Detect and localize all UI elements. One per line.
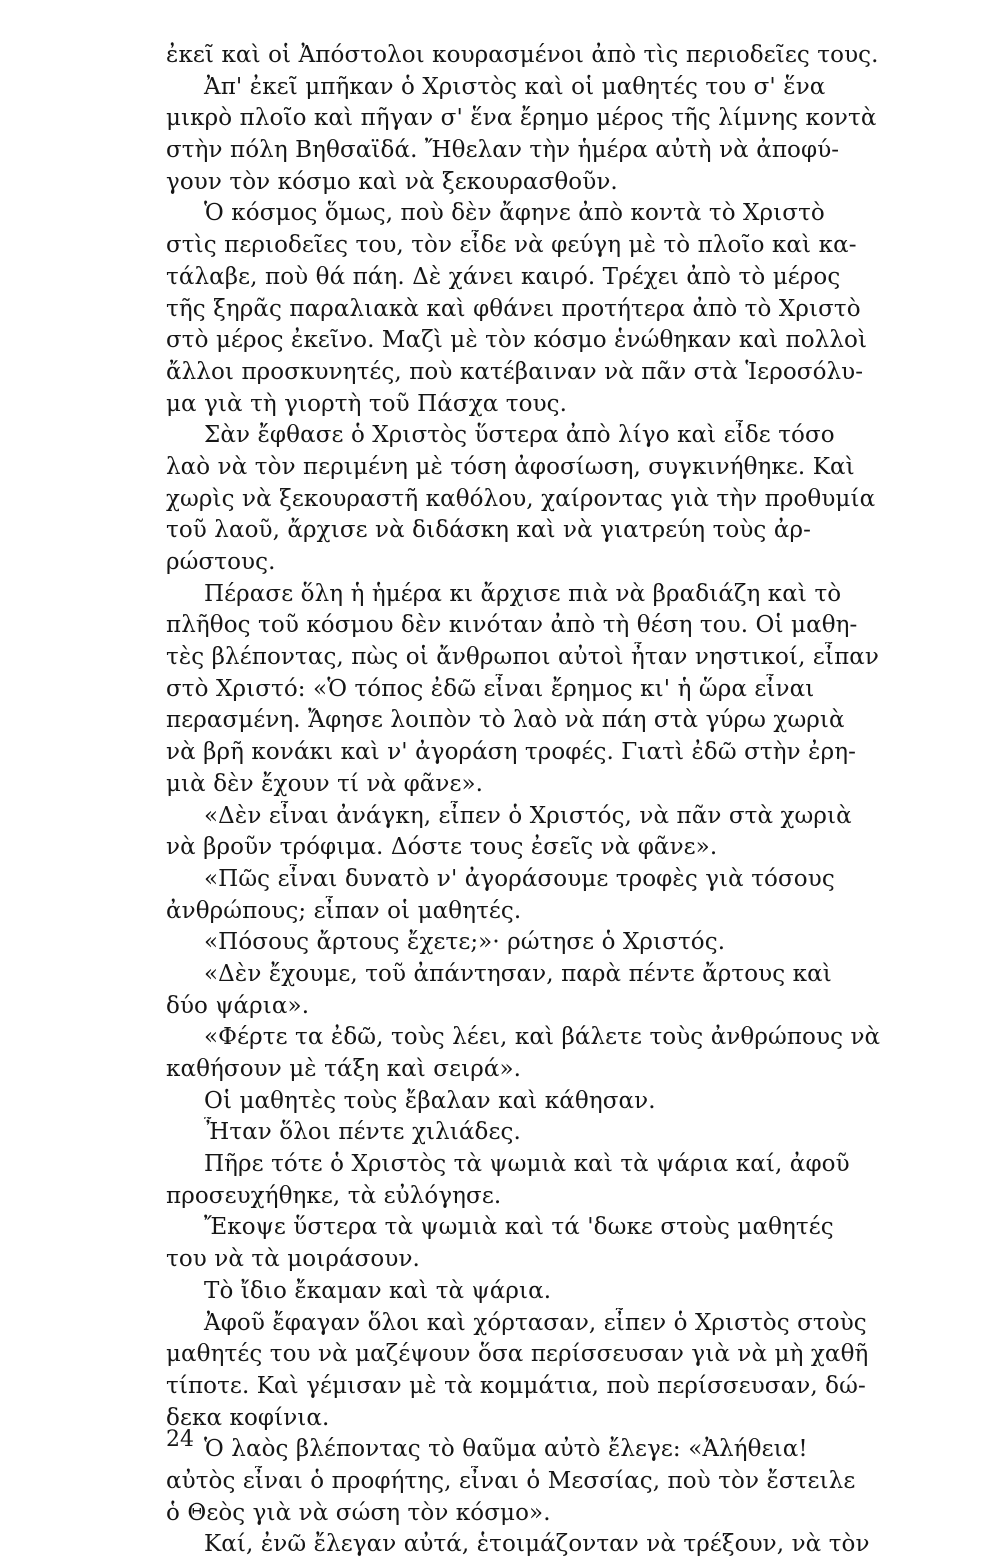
text-line: πλῆθος τοῦ κόσμου δὲν κινόταν ἀπὸ τὴ θέση του. Οἱ μαθη- [166, 612, 858, 639]
text-line: ὁ Θεὸς γιὰ νὰ σώση τὸν κόσμο». [166, 1499, 551, 1526]
text-line: δεκα κοφίνια. [166, 1404, 330, 1431]
text-line: Σὰν ἔφθασε ὁ Χριστὸς ὕστερα ἀπὸ λίγο καὶ εἶδε τόσο [204, 422, 835, 449]
text-line: Ἦταν ὅλοι πέντε χιλιάδες. [204, 1119, 521, 1146]
text-line: Ὁ λαὸς βλέποντας τὸ θαῦμα αὐτὸ ἔλεγε: «Ἀλήθεια! [204, 1436, 808, 1463]
text-line: δύο ψάρια». [166, 992, 310, 1019]
text-line: μικρὸ πλοῖο καὶ πῆγαν σ' ἕνα ἔρημο μέρος τῆς λίμνης κοντὰ [166, 105, 877, 132]
text-line: μα γιὰ τὴ γιορτὴ τοῦ Πάσχα τους. [166, 390, 568, 417]
text-line: μαθητές του νὰ μαζέψουν ὅσα περίσσευσαν γιὰ νὰ μὴ χαθῆ [166, 1341, 869, 1368]
text-line: στὴν πόλη Βηθσαϊδά. Ἤθελαν τὴν ἡμέρα αὐτὴ νὰ ἀποφύ- [166, 137, 840, 164]
text-line: Ἀφοῦ ἔφαγαν ὅλοι καὶ χόρτασαν, εἶπεν ὁ Χριστὸς στοὺς [204, 1309, 867, 1336]
text-line: Πῆρε τότε ὁ Χριστὸς τὰ ψωμιὰ καὶ τὰ ψάρια καί, ἀφοῦ [204, 1151, 850, 1178]
text-line: Ὁ κόσμος ὅμως, ποὺ δὲν ἄφηνε ἀπὸ κοντὰ τὸ Χριστὸ [204, 200, 825, 227]
text-line: χωρὶς νὰ ξεκουραστῆ καθόλου, χαίροντας γιὰ τὴν προθυμία [166, 485, 876, 512]
text-line: νὰ βροῦν τρόφιμα. Δόστε τους ἐσεῖς νὰ φᾶνε». [166, 834, 718, 861]
text-line: «Δὲν ἔχουμε, τοῦ ἀπάντησαν, παρὰ πέντε ἄρτους καὶ [204, 960, 832, 987]
text-line: νὰ βρῆ κονάκι καὶ ν' ἀγοράση τροφές. Γιατὶ ἐδῶ στὴν ἐρη- [166, 739, 856, 766]
text-line: «Φέρτε τα ἐδῶ, τοὺς λέει, καὶ βάλετε τοὺς ἀνθρώπους νὰ [204, 1024, 881, 1051]
text-line: Ἔκοψε ὕστερα τὰ ψωμιὰ καὶ τά 'δωκε στοὺς μαθητές [204, 1214, 834, 1241]
text-line: μιὰ δὲν ἔχουν τί νὰ φᾶνε». [166, 770, 484, 797]
text-line: προσευχήθηκε, τὰ εὐλόγησε. [166, 1182, 502, 1209]
text-line: «Δὲν εἶναι ἀνάγκη, εἶπεν ὁ Χριστός, νὰ πᾶν στὰ χωριὰ [204, 802, 852, 829]
text-line: γουν τὸν κόσμο καὶ νὰ ξεκουρασθοῦν. [166, 168, 618, 195]
text-line: περασμένη. Ἄφησε λοιπὸν τὸ λαὸ νὰ πάη στὰ γύρω χωριὰ [166, 707, 845, 734]
text-line: ρώστους. [166, 549, 276, 575]
text-line: «Πῶς εἶναι δυνατὸ ν' ἀγοράσουμε τροφὲς γιὰ τόσους [204, 865, 835, 892]
text-line: λαὸ νὰ τὸν περιμένη μὲ τόση ἀφοσίωση, συγκινήθηκε. Καὶ [166, 453, 855, 480]
text-line: Τὸ ἴδιο ἔκαμαν καὶ τὰ ψάρια. [204, 1277, 552, 1304]
text-line: καθήσουν μὲ τάξη καὶ σειρά». [166, 1056, 522, 1082]
page-number: 24 [166, 1427, 194, 1452]
text-line: Πέρασε ὅλη ἡ ἡμέρα κι ἄρχισε πιὰ νὰ βραδιάζη καὶ τὸ [204, 580, 842, 607]
text-line: αὐτὸς εἶναι ὁ προφήτης, εἶναι ὁ Μεσσίας, ποὺ τὸν ἔστειλε [166, 1467, 856, 1494]
text-line: ἄλλοι προσκυνητές, ποὺ κατέβαιναν νὰ πᾶν στὰ Ἱεροσόλυ- [166, 358, 864, 385]
text-line: Καί, ἐνῶ ἔλεγαν αὐτά, ἑτοιμάζονταν νὰ τρέξουν, νὰ τὸν [204, 1531, 870, 1558]
text-line: του νὰ τὰ μοιράσουν. [166, 1246, 420, 1273]
text-line: στὸ Χριστό: «Ὁ τόπος ἐδῶ εἶναι ἔρημος κι' ἡ ὥρα εἶναι [166, 675, 815, 702]
text-line: τίποτε. Καὶ γέμισαν μὲ τὰ κομμάτια, ποὺ περίσσευσαν, δώ- [166, 1372, 866, 1399]
text-line: τὲς βλέποντας, πὼς οἱ ἄνθρωποι αὐτοὶ ἦταν νηστικοί, εἶπαν [166, 644, 879, 671]
text-line: ἀνθρώπους; εἶπαν οἱ μαθητές. [166, 897, 522, 924]
text-line: Ἀπ' ἐκεῖ μπῆκαν ὁ Χριστὸς καὶ οἱ μαθητές του σ' ἕνα [204, 73, 826, 100]
text-line: στὶς περιοδεῖες του, τὸν εἶδε νὰ φεύγη μὲ τὸ πλοῖο καὶ κα- [166, 232, 857, 259]
body-text [166, 40, 938, 1561]
text-line: τοῦ λαοῦ, ἄρχισε νὰ διδάσκη καὶ νὰ γιατρεύη τοὺς ἀρ- [166, 517, 811, 544]
text-line: τάλαβε, ποὺ θά πάη. Δὲ χάνει καιρό. Τρέχει ἀπὸ τὸ μέρος [166, 263, 841, 290]
text-line: τῆς ξηρᾶς παραλιακὰ καὶ φθάνει προτήτερα ἀπὸ τὸ Χριστὸ [166, 295, 861, 322]
text-line: «Πόσους ἄρτους ἔχετε;»· ρώτησε ὁ Χριστός. [204, 929, 726, 956]
text-line: Οἱ μαθητὲς τοὺς ἔβαλαν καὶ κάθησαν. [204, 1087, 656, 1114]
text-line: ἐκεῖ καὶ οἱ Ἀπόστολοι κουρασμένοι ἀπὸ τὶς περιοδεῖες τους. [166, 42, 879, 68]
text-line: στὸ μέρος ἐκεῖνο. Μαζὶ μὲ τὸν κόσμο ἑνώθηκαν καὶ πολλοὶ [166, 327, 868, 354]
